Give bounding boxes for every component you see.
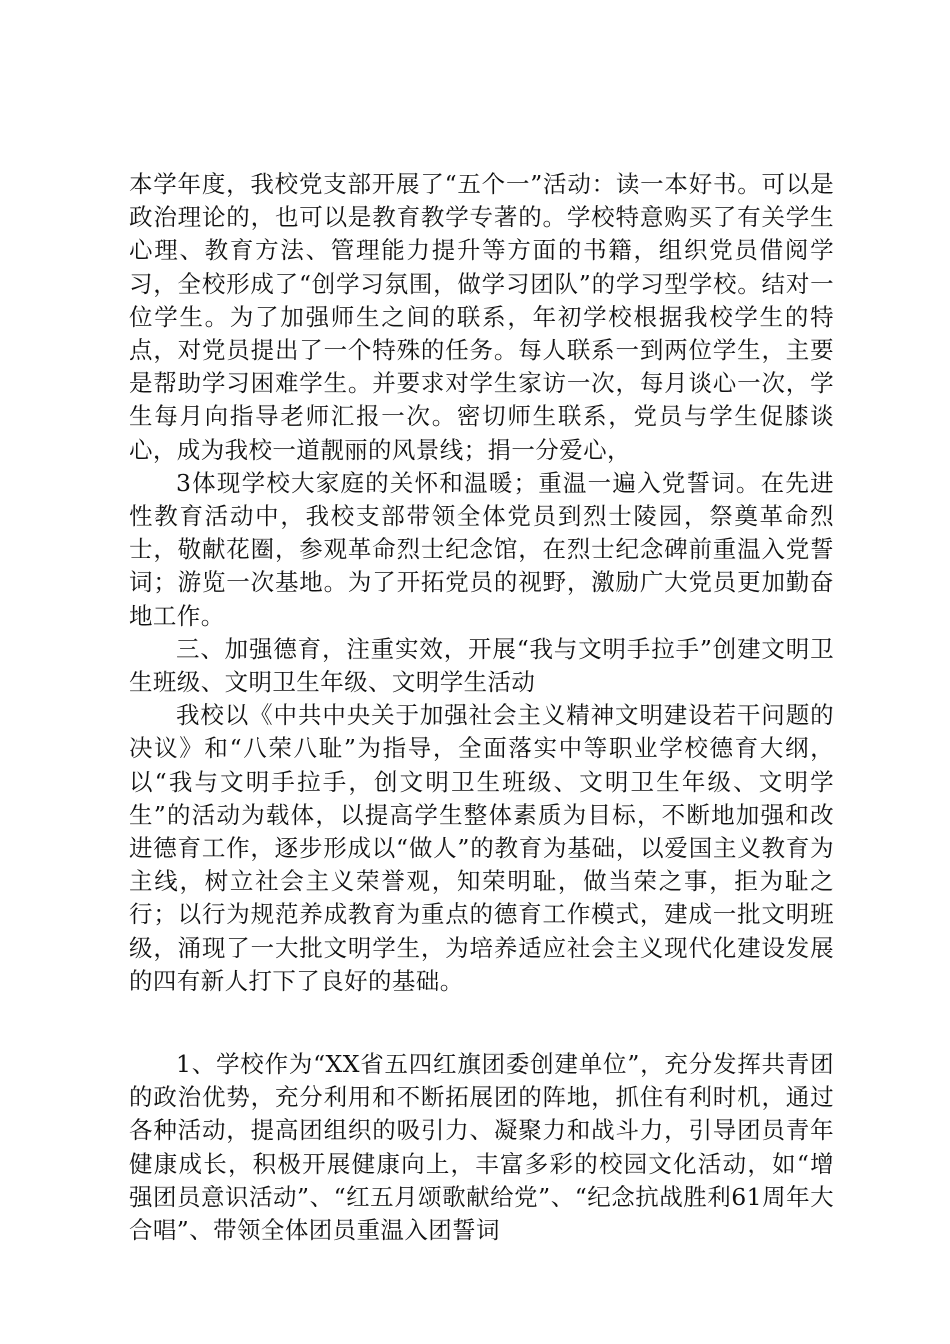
paragraph-moral-education: 我校以《中共中央关于加强社会主义精神文明建设若干问题的决议》和“八荣八耻”为指导，全面落实中等职业学校德育大纲，以“我与文明手拉手，创文明卫生班级、文明卫生年级、文明学生”的活动为载体，以提高学生整体素质为目标，不断地加强和改进德育工作，逐步形成以“做人”的教育为基础，以爱国主义教育为主线，树立社会主义荣誉观，知荣明耻，做当荣之事，拒为耻之行；以行为规范养成教育为重点的德育工作模式，建成一批文明班级，涌现了一大批文明学生，为培养适应社会主义现代化建设发展的四有新人打下了良好的基础。 — [129, 701, 834, 995]
paragraph-youth-league: 1、学校作为“XX省五四红旗团委创建单位”，充分发挥共青团的政治优势，充分利用和不断拓展团的阵地，抓住有利时机，通过各种活动，提高团组织的吸引力、凝聚力和战斗力，引导团员青年健康成长，积极开展健康向上，丰富多彩的校园文化活动，如“增强团员意识活动”、“红五月颂歌献给党”、“纪念抗战胜利61周年大合唱”、带领全体团员重温入团誓词 — [129, 1050, 834, 1245]
section-heading-moral-education: 三、加强德育，注重实效，开展“我与文明手拉手”创建文明卫生班级、文明卫生年级、文明学生活动 — [129, 634, 834, 697]
paragraph-party-oath: 3体现学校大家庭的关怀和温暖；重温一遍入党誓词。在先进性教育活动中，我校支部带领全体党员到烈士陵园，祭奠革命烈士，敬献花圈，参观革命烈士纪念馆，在烈士纪念碑前重温入党誓词；游览一次基地。为了开拓党员的视野，激励广大党员更加勤奋地工作。 — [129, 468, 834, 630]
paragraph-gap — [129, 998, 834, 1048]
paragraph-five-activities: 本学年度，我校党支部开展了“五个一”活动：读一本好书。可以是政治理论的，也可以是教育教学专著的。学校特意购买了有关学生心理、教育方法、管理能力提升等方面的书籍，组织党员借阅学习，全校形成了“创学习氛围，做学习团队”的学习型学校。结对一位学生。为了加强师生之间的联系，年初学校根据我校学生的特点，对党员提出了一个特殊的任务。每人联系一到两位学生，主要是帮助学习困难学生。并要求对学生家访一次，每月谈心一次，学生每月向指导老师汇报一次。密切师生联系，党员与学生促膝谈心，成为我校一道靓丽的风景线；捐一分爱心， — [129, 170, 834, 464]
document-body — [129, 168, 834, 1247]
